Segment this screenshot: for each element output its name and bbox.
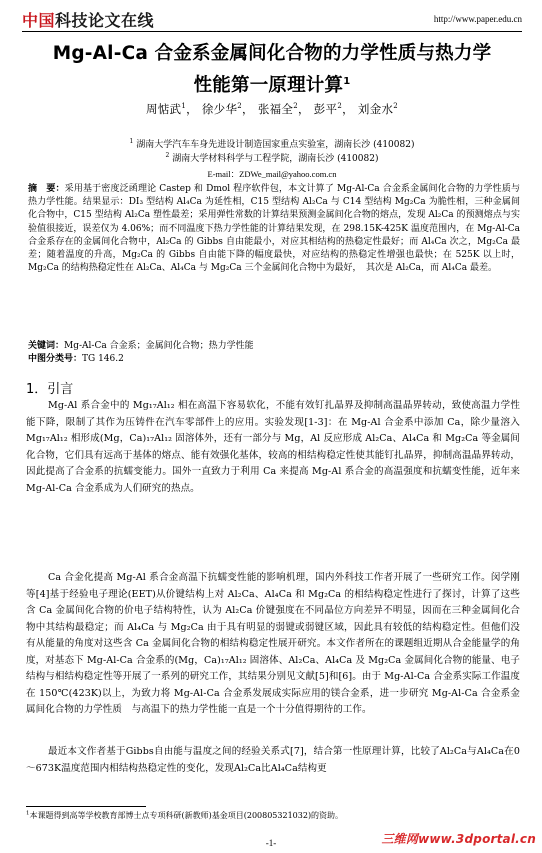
author-name: 彭平 — [313, 102, 338, 116]
body-paragraph-1: Mg-Al 系合金中的 Mg₁₇Al₁₂ 相在高温下容易软化，不能有效钉扎晶界及抑制高温晶界转动，致使高温力学性能下降，限制了其作为压铸件在汽车零部件上的应用。实验发现[1-3]：在 Mg-Al 合金系中添加 Ca，除少量溶入 Mg₁₇Al₁₂ 相形成(Mg，Ca)₁₇Al₁₂ 固溶体外，还有一部分与 Mg，Al 反应形成 Al₂Ca、Al₄Ca 和 Mg₂Ca 等金属间化合物，它们具有远高于基体的熔点、能有效强化基体，较高的相结构稳定性使其能钉扎晶界，抑制高温晶界转动，因此提高了合金系的抗蠕变能力。国外一直致力于利用 Ca 来提高 Mg-Al 系合金的高温强度和抗蠕变性能，近年来 Mg-Al-Ca 合金系成为人们研究的热点。 — [26, 400, 520, 494]
site-url-link[interactable]: http://www.paper.edu.cn — [433, 14, 522, 24]
author-name: 周惦武 — [145, 102, 182, 116]
author-affiliation-mark: 2 — [237, 102, 243, 111]
author-affiliation-mark: 2 — [337, 102, 343, 111]
affiliation-1 — [22, 137, 522, 150]
abstract-text: 采用基于密度泛函理论 Castep 和 Dmol 程序软件包，本文计算了 Mg-Al-Ca 合金系金属间化合物的力学性质与热力学性能。结果显示：DI₃ 型结构 Al₄Ca 为延性相，C15 型结构 Al₂Ca 与 C14 型结构 Mg₂Ca 为脆性相，三种金属间化合物中，C15 型结构 Al₂Ca 塑性最差；采用弹性常数的计算结果预测金属间化合物的熔点，发现 Al₂Ca 的预测熔点与实验值很接近，误差仅为 4.06%；而不同温度下热力学性能的计算结果发现，在 298.15K-425K 温度范围内，在 Mg-Al-Ca 合金系存在的金属间化合物中，Al₂Ca 的 Gibbs 自由能最小，对应其相结构的热稳定性最好；而 Al₄Ca 次之，Mg₂Ca 最差；随着温度的升高，Mg₂Ca 的 Gibbs 自由能下降的幅度最快，对应结构的热稳定性增强也最快；在 525K 以上时，Mg₂Ca 的结构热稳定性在 Al₂Ca、Al₄Ca 与 Mg₂Ca 三个金属间化合物中为最好， 其次是 Al₂Ca，而 Al₄Ca 最差。 — [28, 184, 520, 274]
section-heading-introduction: 1．引言 — [26, 382, 74, 397]
affiliation-text: 湖南大学汽车车身先进设计制造国家重点实验室，湖南长沙 (410082) — [136, 140, 415, 150]
keywords — [28, 340, 520, 353]
header-divider — [22, 31, 522, 32]
affiliation-text: 湖南大学材料科学与工程学院，湖南长沙 (410082) — [172, 154, 379, 164]
abstract-label: 摘 要： — [28, 184, 65, 194]
author-affiliation-mark: 2 — [393, 102, 399, 111]
classification-label: 中图分类号： — [28, 354, 83, 364]
footnote-divider — [26, 806, 146, 807]
footnote-mark: 1 — [26, 810, 30, 817]
body-paragraph-3: 最近本文作者基于Gibbs自由能与温度之间的经验关系式[7]，结合第一性原理计算，比较了Al₂Ca与Al₄Ca在0～673K温度范围内相结构热稳定性的变化，发现Al₂Ca比Al₄Ca结构更 — [26, 746, 520, 774]
logo-text-dark: 科技论文在线 — [55, 11, 155, 30]
abstract — [28, 183, 520, 275]
paper-title — [22, 40, 522, 100]
author-name: 徐少华 — [201, 102, 238, 116]
classification-value: TG 146.2 — [82, 354, 124, 364]
funding-footnote — [26, 810, 343, 821]
paper-title-line-2 — [22, 68, 522, 100]
affiliation-number: 1 — [129, 138, 134, 145]
author-affiliation-mark: 1 — [181, 102, 187, 111]
author-name: 刘金水 — [357, 102, 394, 116]
paper-title-line-1: Mg-Al-Ca 合金系金属间化合物的力学性质与热力学 — [52, 43, 492, 64]
body-paragraph-2: Ca 合金化提高 Mg-Al 系合金高温下抗蠕变性能的影响机理，国内外科技工作者开展了一些研究工作。闵学刚等[4]基于经验电子理论(EET)从价键结构上对 Al₂Ca、Al₄Ca 和 Mg₂Ca 的相结构稳定性进行了探讨，计算了这些含 Ca 金属间化合物的价电子结构特性，认为 Al₂Ca 价键强度在不同晶位方向差异不明显，因而在三种金属间化合物中其结构最稳定；而 Al₄Ca 与 Mg₂Ca 由于具有明显的弱键或弱键区域，因此具有较低的结构稳定性。但他们没有从能量的角度对这些含 Ca 金属间化合物的相结构稳定性展开研究。本文作者所在的课题组近期从合金能量学的角度，对基态下 Mg-Al-Ca 合金系的(Mg，Ca)₁₇Al₁₂ 固溶体、Al₂Ca、Al₄Ca 及 Mg₂Ca 金属间化合物的能量、电子结构与相结构稳定性等开展了一系列的研究工作，其结果分别见文献[5]和[6]。由于 Mg-Al-Ca 合金系实际工作温度在 150℃(423K)以上，为致力将 Mg-Al-Ca 合金系发展成实际应用的镁合金系，进一步研究 Mg-Al-Ca 合金系金属间化合物的力学性质 与高温下的热力学性能一直是一个十分值得期待的工作。 — [26, 572, 520, 715]
keywords-text: Mg-Al-Ca 合金系；金属间化合物；热力学性能 — [64, 341, 254, 351]
footnote-text: 本课题得到高等学校教育部博士点专项科研(新教师)基金项目(200805321032)的资助。 — [29, 811, 344, 820]
classification-number — [28, 353, 520, 366]
affiliation-2 — [22, 151, 522, 164]
page-number: -1- — [265, 838, 277, 848]
site-watermark: 三维网www.3dportal.cn — [381, 832, 536, 846]
author-list: 周惦武$^1$， 徐少华$^2$， 张福全$^2$， 彭平$^2$， 刘金水$^2$ — [145, 102, 399, 116]
contact-email[interactable]: E-mail：ZDWe_mail@yahoo.com.cn — [207, 169, 337, 179]
affiliation-number: 2 — [165, 152, 170, 159]
site-logo[interactable] — [22, 8, 154, 31]
logo-text-red: 中国 — [22, 11, 56, 30]
paper-title-line-2-text: 性能第一原理计算 — [193, 75, 344, 97]
page-header — [22, 8, 522, 30]
author-affiliation-mark: 2 — [293, 102, 298, 111]
paper-title-footnote-mark: 1 — [343, 76, 351, 87]
keywords-label: 关键词： — [28, 341, 65, 351]
author-name: 张福全 — [257, 102, 294, 116]
